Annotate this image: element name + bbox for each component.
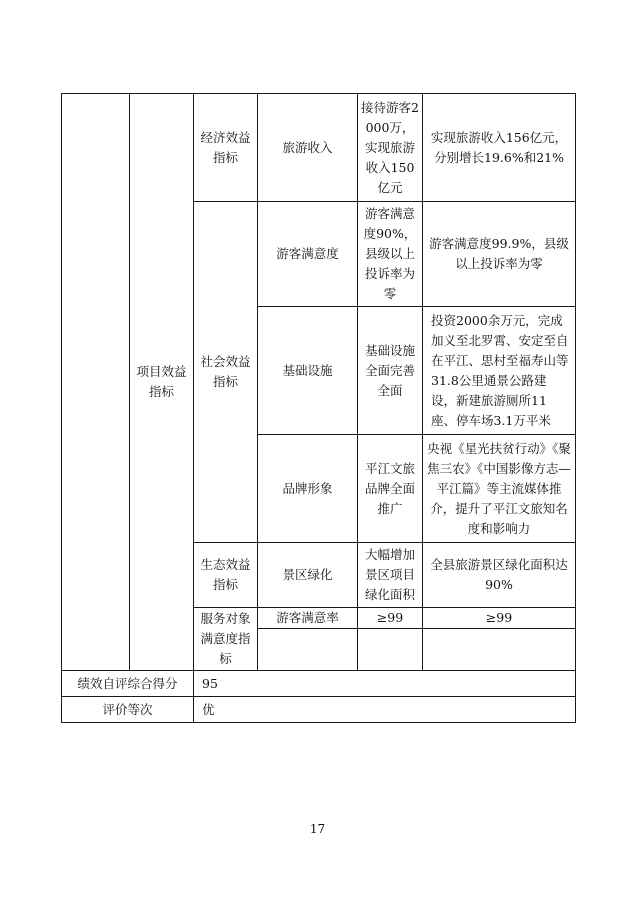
group-social: 社会效益指标 bbox=[194, 202, 258, 543]
actual-cell: 央视《星光扶贫行动》《聚焦三农》《中国影像方志—平江篇》等主流媒体推介，提升了平江文旅知名度和影响力 bbox=[423, 435, 576, 543]
empty-cell bbox=[358, 629, 423, 671]
group-service: 服务对象满意度指标 bbox=[194, 608, 258, 671]
indicator-cell: 游客满意度 bbox=[258, 202, 358, 307]
level2-cell: 项目效益指标 bbox=[130, 94, 194, 671]
target-cell: 基础设施全面完善全面 bbox=[358, 307, 423, 435]
indicator-cell: 景区绿化 bbox=[258, 543, 358, 608]
performance-table bbox=[61, 93, 576, 723]
grade-label: 评价等次 bbox=[62, 697, 194, 723]
page-number: 17 bbox=[309, 822, 326, 836]
score-row bbox=[62, 671, 576, 697]
group-economic: 经济效益指标 bbox=[194, 94, 258, 202]
target-cell: 接待游客2000万，实现旅游收入150亿元 bbox=[358, 94, 423, 202]
level1-cell bbox=[62, 94, 130, 671]
actual-cell: 游客满意度99.9%，县级以上投诉率为零 bbox=[423, 202, 576, 307]
score-value: 95 bbox=[194, 671, 576, 697]
target-cell: 大幅增加景区项目绿化面积 bbox=[358, 543, 423, 608]
actual-cell: ≥99 bbox=[423, 608, 576, 629]
group-ecological: 生态效益指标 bbox=[194, 543, 258, 608]
grade-value: 优 bbox=[194, 697, 576, 723]
score-label: 绩效自评综合得分 bbox=[62, 671, 194, 697]
target-cell: ≥99 bbox=[358, 608, 423, 629]
indicator-cell: 基础设施 bbox=[258, 307, 358, 435]
grade-row bbox=[62, 697, 576, 723]
empty-cell bbox=[423, 629, 576, 671]
actual-cell: 全县旅游景区绿化面积达90% bbox=[423, 543, 576, 608]
target-cell: 游客满意度90%，县级以上投诉率为零 bbox=[358, 202, 423, 307]
target-cell: 平江文旅品牌全面推广 bbox=[358, 435, 423, 543]
indicator-cell: 品牌形象 bbox=[258, 435, 358, 543]
actual-cell: 实现旅游收入156亿元，分别增长19.6%和21% bbox=[423, 94, 576, 202]
indicator-cell: 游客满意率 bbox=[258, 608, 358, 629]
indicator-cell: 旅游收入 bbox=[258, 94, 358, 202]
empty-cell bbox=[258, 629, 358, 671]
actual-cell: 投资2000余万元，完成加义至北罗霄、安定至自在平江、思村至福寿山等31.8公里通景公路建设，新建旅游厕所11座、停车场3.1万平米 bbox=[423, 307, 576, 435]
table-row bbox=[62, 94, 576, 202]
